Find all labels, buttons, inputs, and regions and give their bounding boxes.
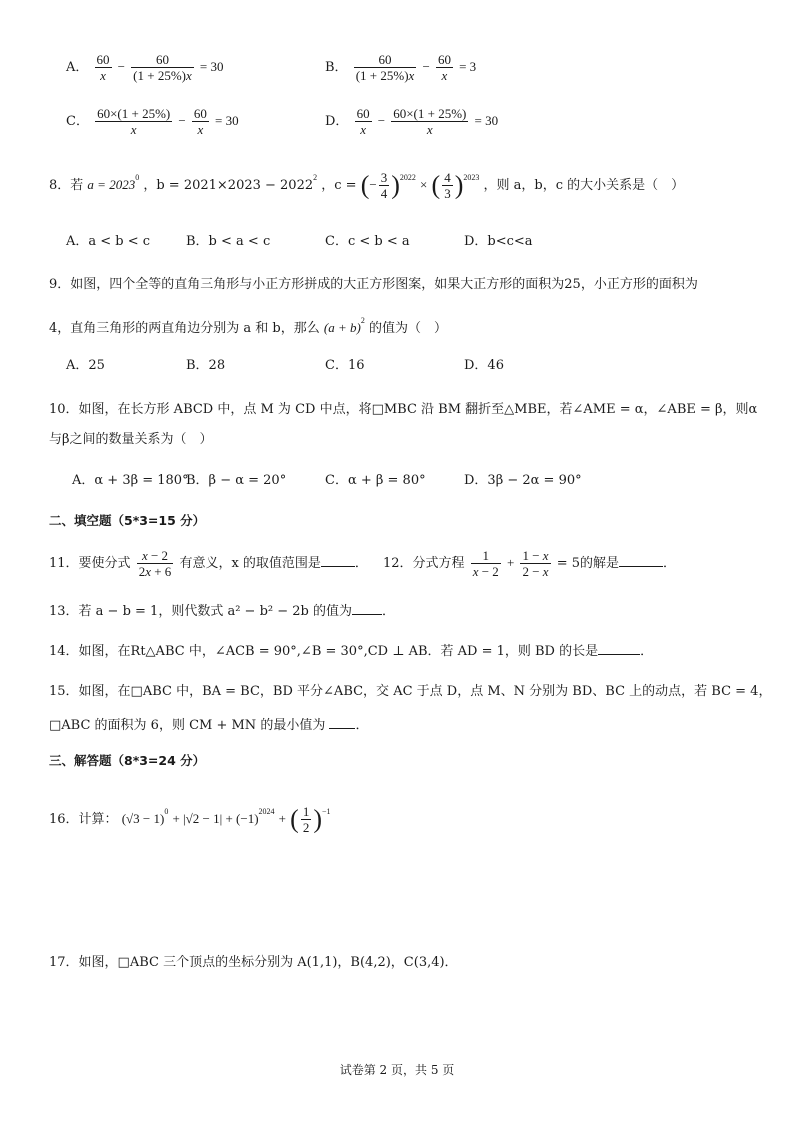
fraction: $\frac{60}{(1 + 25\%)x}$: [133, 52, 192, 83]
q7-option-d: D． $\frac{60}{x}$ − $\frac{60\times(1 + 25\%)}{x}$ = 30: [325, 106, 499, 137]
q14-stem: 14．如图，在Rt△ABC 中，∠ACB = 90°,∠B = 30°,CD ⊥ AB．若 AD = 1，则 BD 的长是 ．: [49, 644, 654, 659]
q10-stem-line1: 10．如图，在长方形 ABCD 中，点 M 为 CD 中点，将□MBC 沿 BM 翻折至△MBE，若∠AME = α，∠ABE = β，则α: [49, 402, 758, 417]
fraction: $\frac{3}{4}$: [380, 170, 388, 201]
fraction: $\frac{4}{3}$: [444, 170, 451, 201]
q13-stem: 13．若 a − b = 1，则代数式 a² − b² − 2b 的值为 ．: [49, 604, 396, 619]
answer-blank[interactable]: [598, 642, 640, 655]
q8-option-b: B．b < a < c: [186, 234, 271, 249]
q9-option-d: D．46: [464, 358, 504, 373]
q11-stem: 11．要使分式 $\frac{x - 2}{2x + 6}$ 有意义，x 的取值范围是 ．: [49, 548, 368, 579]
q10-option-a: A．α + 3β = 180°: [72, 473, 189, 488]
q8-option-d: D．b<c<a: [464, 234, 533, 249]
q15-stem-line1: 15．如图，在□ABC 中，BA = BC，BD 平分∠ABC，交 AC 于点 D，点 M、N 分别为 BD、BC 上的动点，若 BC = 4，: [49, 684, 772, 699]
q9-option-a: A．25: [66, 358, 105, 373]
section-heading-fill-in: 二、填空题（5*3=15 分）: [49, 513, 206, 528]
q17-stem: 17．如图，□ABC 三个顶点的坐标分别为 A(1,1)，B(4,2)，C(3,4)．: [49, 955, 458, 970]
fraction: $\frac{1 - x}{2 - x}$: [522, 548, 549, 579]
q16-stem: 16．计算： $(√3 - 1)^0 + |√2 - 1| + (-1)^{2024}$ + ( $\frac{1}{2}$ )$^{-1}$: [49, 804, 331, 835]
fraction: $\frac{60}{(1 + 25\%)x}$: [355, 52, 415, 83]
q10-stem-line2: 与β之间的数量关系为（ ）: [49, 432, 213, 447]
q9-option-c: C．16: [325, 358, 365, 373]
q9-option-b: B．28: [186, 358, 226, 373]
q10-option-b: B．β − α = 20°: [186, 473, 287, 488]
q7-option-b: B． $\frac{60}{(1 + 25\%)x}$ − $\frac{60}{x}$ = 3: [325, 52, 477, 83]
q15-stem-line2: □ABC 的面积为 6，则 CM + MN 的最小值为 ．: [49, 718, 369, 733]
q9-stem-line1: 9．如图，四个全等的直角三角形与小正方形拼成的大正方形图案，如果大正方形的面积为25，小正方形的面积为: [49, 277, 698, 292]
q10-option-d: D．3β − 2α = 90°: [464, 473, 582, 488]
answer-blank[interactable]: [352, 602, 382, 615]
answer-blank[interactable]: [329, 716, 355, 729]
q7-option-a: A． $\frac{60}{x}$ − $\frac{60}{(1 + 25\%)x}$ = 30: [66, 52, 224, 83]
q8-option-c: C．c < b < a: [325, 234, 410, 249]
q10-option-c: C．α + β = 80°: [325, 473, 426, 488]
answer-blank[interactable]: [619, 554, 663, 567]
answer-blank[interactable]: [321, 554, 355, 567]
q8-stem: 8．若 $a = 2023^0$ ，$b = 2021\times 2023 - 2022^2$ ，c = (− $\frac{3}{4}$ )$^{2022}$ × ( $\frac{4}{3}$ )$^{2023}$ ，则 a，b，c 的大小关系是（ ）: [49, 170, 685, 201]
q9-stem-line2: 4，直角三角形的两直角边分别为 a 和 b，那么 $(a + b)^2$ 的值为（ ）: [49, 316, 447, 336]
fraction: $\frac{60\times(1 + 25\%)}{x}$: [393, 106, 467, 137]
fraction: $\frac{1}{x - 2}$: [472, 548, 499, 579]
fraction: $\frac{x - 2}{2x + 6}$: [138, 548, 172, 579]
fraction: $\frac{60}{x}$: [96, 52, 110, 83]
q8-option-a: A．a < b < c: [66, 234, 151, 249]
fraction: $\frac{60}{x}$: [193, 106, 207, 137]
page-footer: 试卷第 2 页，共 5 页: [339, 1063, 455, 1077]
fraction: $\frac{60}{x}$: [356, 106, 370, 137]
fraction: $\frac{1}{2}$: [302, 804, 310, 835]
section-heading-solutions: 三、解答题（8*3=24 分）: [49, 753, 206, 768]
q7-option-c: C． $\frac{60\times(1 + 25\%)}{x}$ − $\frac{60}{x}$ = 30: [66, 106, 239, 137]
fraction: $\frac{60\times(1 + 25\%)}{x}$: [97, 106, 171, 137]
q12-stem: 12．分式方程 $\frac{1}{x - 2}$ + $\frac{1 - x}{2 - x}$ = 5的解是 ．: [383, 548, 677, 579]
fraction: $\frac{60}{x}$: [437, 52, 451, 83]
